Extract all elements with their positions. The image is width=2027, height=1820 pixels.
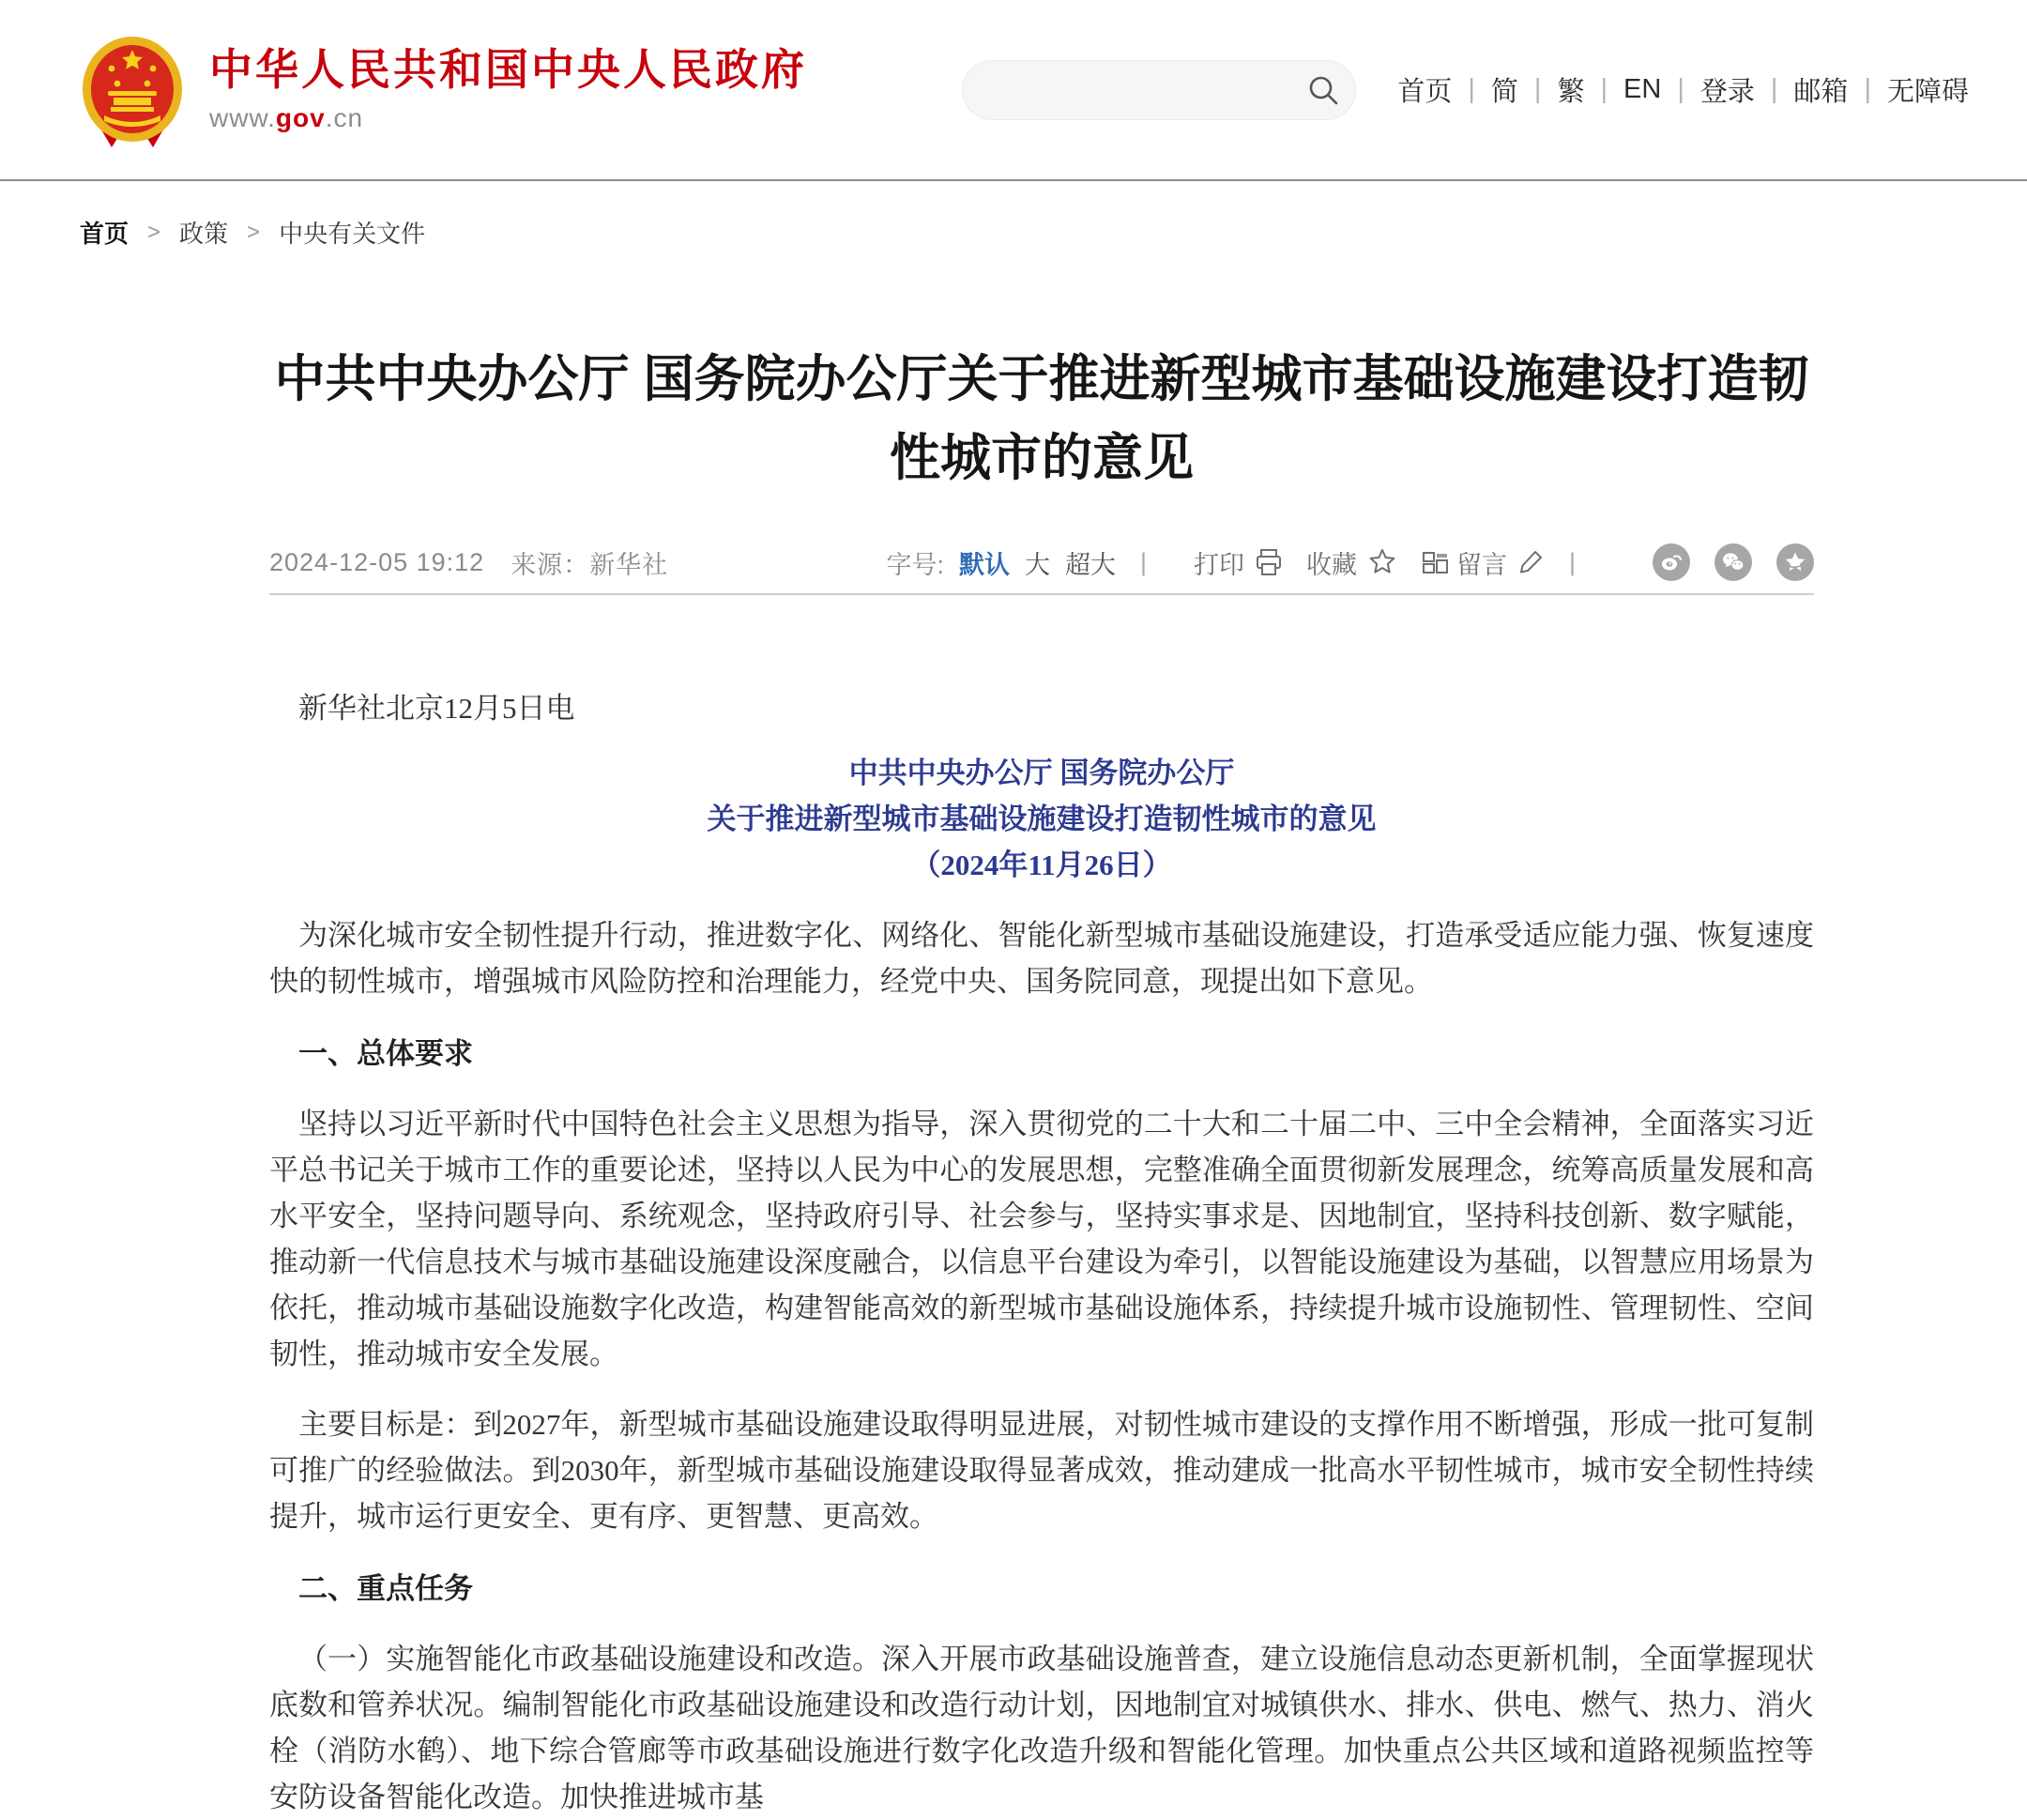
doc-org-line: 中共中央办公厅 国务院办公厅: [848, 757, 1235, 789]
print-button[interactable]: [1194, 544, 1284, 581]
printer-icon: [1254, 547, 1284, 577]
national-emblem-icon: [80, 35, 185, 151]
site-url-cn: .cn: [325, 102, 364, 132]
site-title: 中华人民共和国中央人民政府: [209, 45, 807, 95]
comment-button[interactable]: [1421, 544, 1545, 581]
paragraph-guiding: 坚持以习近平新时代中国特色社会主义思想为指导，深入贯彻党的二十大和二十届二中、三中全会精神，全面落实习近平总书记关于城市工作的重要论述，坚持以人民为中心的发展思想，完整准确全面贯彻新发展理念，统筹高质量发展和高水平安全，坚持问题导向、系统观念，坚持政府引导、社会参与，坚持实事求是、因地制宜，坚持科技创新、数字赋能，推动新一代信息技术与城市基础设施建设深度融合，以信息平台建设为牵引，以智能设施建设为基础，以智慧应用场景为依托，推动城市基础设施数字化改造，构建智能高效的新型城市基础设施体系，持续提升城市设施韧性、管理韧性、空间韧性，推动城市安全发展。: [269, 1108, 1814, 1370]
top-nav: [1397, 70, 1969, 109]
publish-datetime: 2024-12-05 19:12: [269, 547, 485, 576]
breadcrumb-separator: >: [247, 219, 261, 245]
weibo-share-icon[interactable]: [1653, 543, 1690, 581]
font-size-label: 字号:: [886, 550, 944, 579]
article-toolbar: [886, 543, 1814, 581]
article: [269, 340, 1814, 1820]
toolbar-separator: |: [1568, 547, 1576, 576]
nav-home[interactable]: 首页: [1397, 77, 1453, 107]
toolbar-separator: |: [1139, 547, 1147, 576]
site-header: [0, 0, 2027, 181]
header-right: [962, 60, 1969, 120]
star-outline-icon: [1366, 546, 1398, 578]
section-heading-2: 二、重点任务: [298, 1572, 473, 1605]
nav-english[interactable]: EN: [1623, 74, 1662, 104]
breadcrumb-current[interactable]: 中央有关文件: [279, 220, 426, 248]
font-size-default-button[interactable]: 默认: [958, 550, 1010, 579]
print-label: 打印: [1193, 550, 1244, 579]
article-body: [269, 595, 1814, 1820]
paragraph-goals: 主要目标是：到2027年，新型城市基础设施建设取得明显进展，对韧性城市建设的支撑作用不断增强，形成一批可复制可推广的经验做法。到2030年，新型城市基础设施建设取得显著成效，推动建成一批高水平韧性城市，城市安全韧性持续提升，城市运行更安全、更有序、更智慧、更高效。: [269, 1408, 1814, 1533]
source-name[interactable]: 新华社: [589, 550, 669, 579]
qzone-share-icon[interactable]: [1776, 543, 1814, 581]
site-brand[interactable]: [80, 29, 807, 151]
doc-title-line: 关于推进新型城市基础设施建设打造韧性城市的意见: [707, 803, 1377, 835]
breadcrumb-separator: >: [147, 219, 161, 245]
favorite-label: 收藏: [1305, 550, 1357, 579]
favorite-button[interactable]: [1306, 544, 1398, 581]
search-icon[interactable]: [1307, 74, 1339, 106]
nav-separator: |: [1468, 74, 1475, 104]
site-url-gov: gov: [275, 102, 326, 132]
nav-separator: |: [1864, 74, 1871, 104]
comment-box-icon: [1421, 548, 1449, 576]
nav-simplified[interactable]: 简: [1490, 77, 1518, 107]
breadcrumb-policy[interactable]: 政策: [179, 220, 229, 248]
comment-label: 留言: [1455, 550, 1507, 579]
breadcrumb: [80, 215, 2027, 250]
brand-text: [209, 46, 807, 133]
nav-mail[interactable]: 邮箱: [1793, 77, 1849, 107]
doc-date-line: （2024年11月26日）: [911, 849, 1172, 881]
nav-separator: |: [1677, 74, 1684, 104]
paragraph-intro: 为深化城市安全韧性提升行动，推进数字化、网络化、智能化新型城市基础设施建设，打造承受适应能力强、恢复速度快的韧性城市，增强城市风险防控和治理能力，经党中央、国务院同意，现提出如下意见。: [269, 919, 1814, 998]
nav-separator: |: [1770, 74, 1778, 104]
article-title: 中共中央办公厅 国务院办公厅关于推进新型城市基础设施建设打造韧性城市的意见: [274, 351, 1809, 486]
article-meta-left: [269, 544, 668, 581]
font-size-xlarge-button[interactable]: 超大: [1064, 550, 1116, 579]
article-meta-row: [269, 544, 1814, 580]
breadcrumb-home[interactable]: 首页: [80, 220, 130, 248]
nav-login[interactable]: 登录: [1699, 77, 1755, 107]
dateline: 新华社北京12月5日电: [298, 692, 575, 725]
wechat-share-icon[interactable]: [1715, 543, 1752, 581]
search-box[interactable]: [962, 60, 1356, 120]
site-url: [209, 103, 807, 133]
nav-traditional[interactable]: 繁: [1557, 77, 1585, 107]
pencil-icon: [1516, 548, 1545, 576]
site-url-www: www.: [209, 102, 276, 132]
nav-accessibility[interactable]: 无障碍: [1886, 77, 1969, 107]
nav-separator: |: [1533, 74, 1542, 104]
share-group: [1628, 543, 1814, 581]
font-size-large-button[interactable]: 大: [1024, 550, 1050, 579]
paragraph-task-1: （一）实施智能化市政基础设施建设和改造。深入开展市政基础设施普查，建立设施信息动态更新机制，全面掌握现状底数和管养状况。编制智能化市政基础设施建设和改造行动计划，因地制宜对城镇供水、排水、供电、燃气、热力、消火栓（消防水鹤）、地下综合管廊等市政基础设施进行数字化改造升级和智能化管理。加快重点公共区域和道路视频监控等安防设备智能化改造。加快推进城市基: [269, 1643, 1814, 1813]
source-label: 来源：: [511, 550, 590, 579]
section-heading-1: 一、总体要求: [298, 1037, 473, 1070]
nav-separator: |: [1600, 74, 1608, 104]
search-input[interactable]: [989, 74, 1307, 105]
